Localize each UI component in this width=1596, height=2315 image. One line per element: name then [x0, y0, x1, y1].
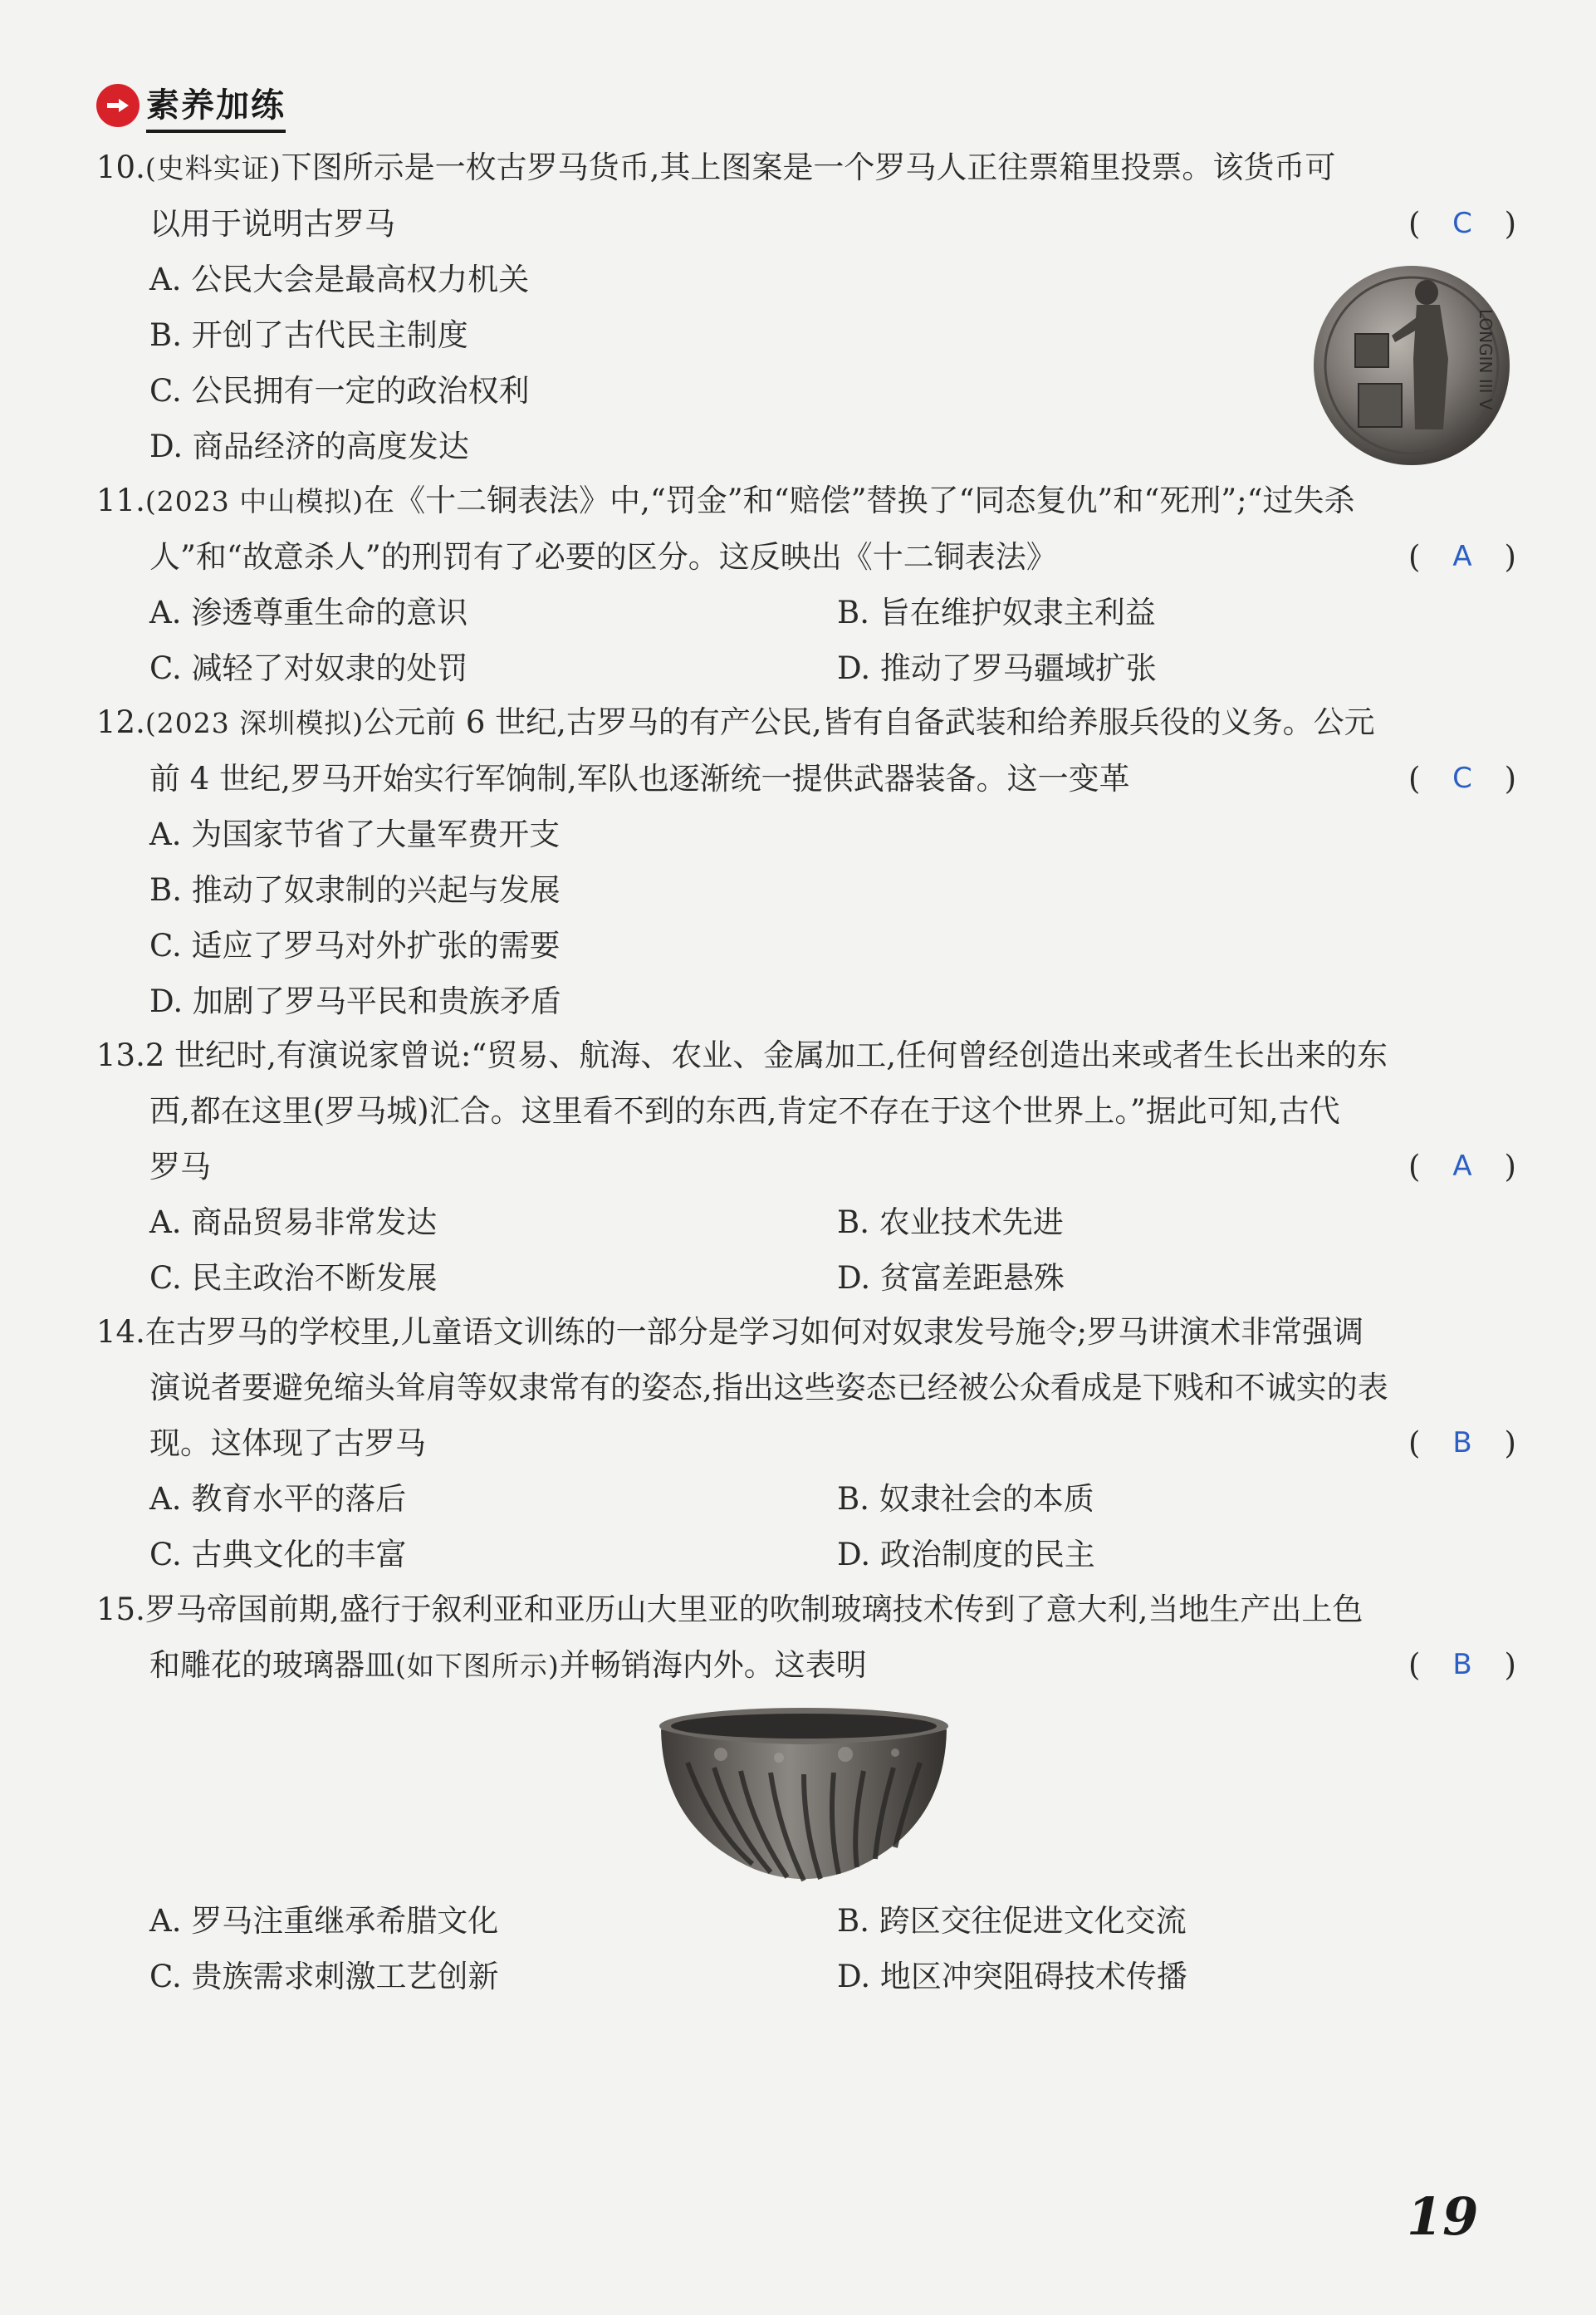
answer-bracket: ( B ) — [1408, 1637, 1516, 1693]
question-source: (2023 中山模拟) — [144, 485, 365, 517]
question-stem — [96, 1304, 1516, 1360]
option-c: C. 减轻了对奴隶的处罚 — [149, 650, 468, 686]
question-source: (2023 深圳模拟) — [144, 707, 365, 739]
roman-glass-bowl-image — [654, 1704, 953, 1896]
answer-letter: A — [1452, 540, 1472, 573]
answer-letter: C — [1452, 207, 1472, 240]
figure-reference: (如下图所示) — [395, 1650, 560, 1682]
option-c: C. 古典文化的丰富 — [149, 1537, 407, 1572]
right-arrow-icon — [96, 84, 140, 127]
question-number: 14. — [96, 1314, 145, 1350]
stem-text: 罗马帝国前期,盛行于叙利亚和亚历山大里亚的吹制玻璃技术传到了意大利,当地生产出上色 — [144, 1592, 1363, 1627]
stem-text: 人”和“故意杀人”的刑罚有了必要的区分。这反映出《十二铜表法》 — [149, 539, 1057, 575]
answer-letter: A — [1452, 1150, 1472, 1183]
page-number: 19 — [1407, 2186, 1479, 2247]
section-title: 素养加练 — [146, 79, 286, 133]
options-grid — [96, 1893, 1516, 2004]
stem-text: 现。这体现了古罗马 — [149, 1425, 426, 1461]
stem-line-with-answer — [96, 1139, 1516, 1194]
stem-text: 西,都在这里(罗马城)汇合。这里看不到的东西,肯定不存在于这个世界上。”据此可知,古代 — [149, 1093, 1340, 1129]
option-a: A. 渗透尊重生命的意识 — [149, 595, 468, 630]
answer-bracket: ( C ) — [1408, 196, 1516, 252]
option-c: C. 民主政治不断发展 — [149, 1260, 438, 1296]
question-11 — [96, 473, 1516, 696]
option-a: A. 为国家节省了大量军费开支 — [149, 817, 561, 852]
question-13 — [96, 1028, 1516, 1306]
question-stem — [96, 140, 1516, 196]
question-number: 12. — [96, 704, 145, 740]
question-number: 15. — [96, 1592, 145, 1627]
stem-text: 罗马 — [149, 1149, 211, 1184]
option-b: B. 开创了古代民主制度 — [149, 317, 468, 353]
option-d: D. 加剧了罗马平民和贵族矛盾 — [149, 983, 561, 1019]
option-b: B. 农业技术先进 — [837, 1204, 1064, 1240]
question-number: 13. — [96, 1037, 145, 1073]
stem-text: 以用于说明古罗马 — [149, 206, 395, 242]
option-a: A. 罗马注重继承希腊文化 — [149, 1903, 499, 1939]
option-c: C. 适应了罗马对外扩张的需要 — [149, 928, 561, 964]
option-b: B. 跨区交往促进文化交流 — [837, 1903, 1187, 1939]
answer-letter: B — [1452, 1426, 1472, 1459]
option-b: B. 奴隶社会的本质 — [837, 1481, 1094, 1517]
stem-text: 在《十二铜表法》中,“罚金”和“赔偿”替换了“同态复仇”和“死刑”;“过失杀 — [364, 483, 1355, 518]
section-header — [96, 80, 286, 131]
options-grid — [96, 585, 1516, 696]
option-d: D. 贫富差距悬殊 — [837, 1260, 1065, 1296]
question-12 — [96, 694, 1516, 1029]
question-15 — [96, 1582, 1516, 1694]
question-source: (史料实证) — [144, 152, 282, 184]
question-number: 10. — [96, 150, 145, 185]
stem-line-with-answer — [96, 529, 1516, 585]
stem-text: 前 4 世纪,罗马开始实行军饷制,军队也逐渐统一提供武器装备。这一变革 — [149, 761, 1130, 797]
question-stem — [96, 473, 1516, 529]
option-d: D. 地区冲突阻碍技术传播 — [837, 1959, 1187, 1994]
options-grid — [96, 1194, 1516, 1306]
stem-line-with-answer — [96, 1637, 1516, 1694]
question-stem — [96, 694, 1516, 751]
stem-line — [96, 1083, 1516, 1139]
stem-line-with-answer — [96, 1415, 1516, 1471]
stem-line — [96, 1360, 1516, 1415]
question-stem — [96, 1028, 1516, 1083]
roman-coin-image — [1309, 259, 1515, 468]
answer-bracket: ( A ) — [1408, 529, 1516, 585]
answer-bracket: ( C ) — [1408, 751, 1516, 807]
question-10 — [96, 140, 1516, 474]
answer-letter: B — [1452, 1648, 1472, 1681]
stem-text: 2 世纪时,有演说家曾说:“贸易、航海、农业、金属加工,任何曾经创造出来或者生长出来的东 — [144, 1037, 1388, 1073]
coin-inscription: LONGIN III V — [1476, 309, 1496, 410]
stem-text: 和雕花的玻璃器皿 — [149, 1647, 395, 1683]
option-b: B. 推动了奴隶制的兴起与发展 — [149, 872, 561, 908]
option-a: A. 商品贸易非常发达 — [149, 1204, 438, 1240]
option-a: A. 教育水平的落后 — [149, 1481, 407, 1517]
option-c: C. 贵族需求刺激工艺创新 — [149, 1959, 499, 1994]
option-b: B. 旨在维护奴隶主利益 — [837, 595, 1156, 630]
option-d: D. 政治制度的民主 — [837, 1537, 1095, 1572]
stem-text: 并畅销海内外。这表明 — [559, 1647, 867, 1683]
question-stem — [96, 1582, 1516, 1637]
stem-text: 演说者要避免缩头耸肩等奴隶常有的姿态,指出这些姿态已经被公众看成是下贱和不诚实的表 — [149, 1370, 1388, 1405]
question-14 — [96, 1304, 1516, 1582]
answer-bracket: ( A ) — [1408, 1139, 1516, 1194]
answer-letter: C — [1452, 762, 1472, 795]
stem-text: 在古罗马的学校里,儿童语文训练的一部分是学习如何对奴隶发号施令;罗马讲演术非常强调 — [144, 1314, 1364, 1350]
options-grid — [96, 1471, 1516, 1582]
option-c: C. 公民拥有一定的政治权利 — [149, 373, 530, 409]
option-d: D. 商品经济的高度发达 — [149, 429, 469, 464]
answer-bracket: ( B ) — [1408, 1415, 1516, 1471]
stem-line-with-answer — [96, 751, 1516, 807]
question-15-options — [96, 1893, 1516, 2004]
question-number: 11. — [96, 483, 145, 518]
stem-text: 公元前 6 世纪,古罗马的有产公民,皆有自备武装和给养服兵役的义务。公元 — [364, 704, 1375, 740]
stem-text: 下图所示是一枚古罗马货币,其上图案是一个罗马人正往票箱里投票。该货币可 — [281, 150, 1336, 185]
option-d: D. 推动了罗马疆域扩张 — [837, 650, 1157, 686]
option-a: A. 公民大会是最高权力机关 — [149, 262, 530, 297]
stem-line-with-answer — [96, 196, 1516, 252]
